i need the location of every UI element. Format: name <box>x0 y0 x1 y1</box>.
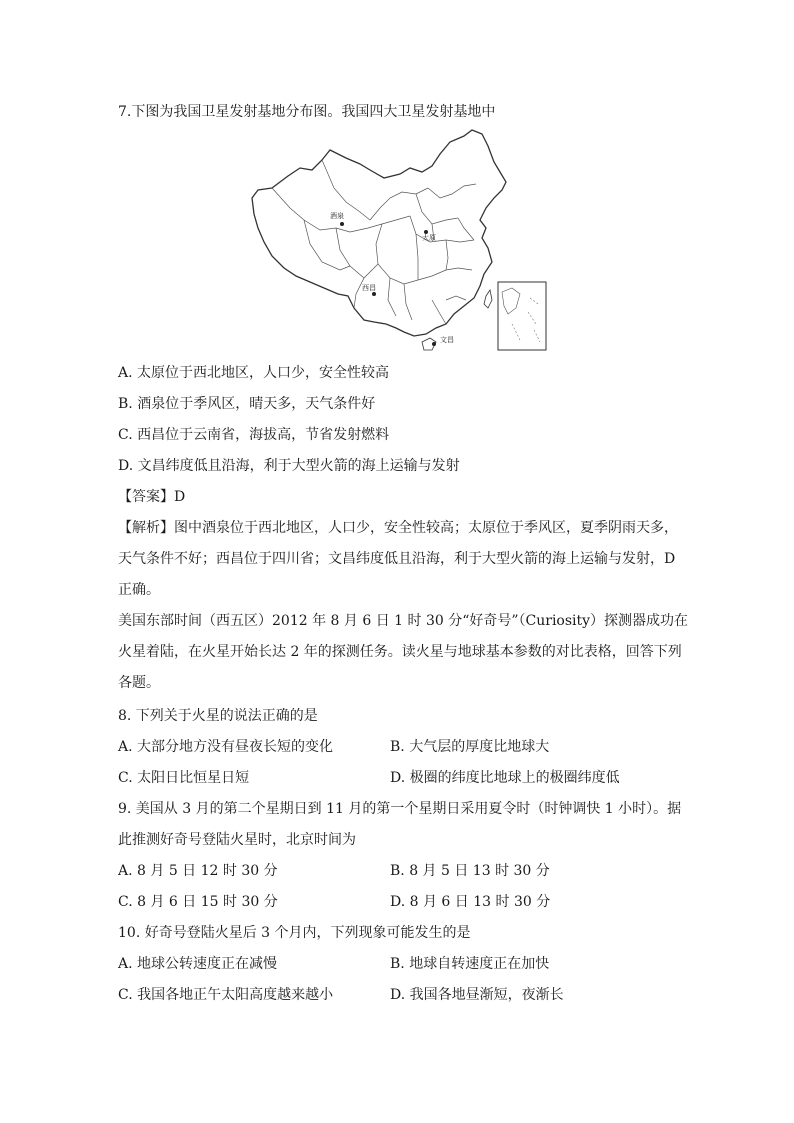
south-china-sea-inset <box>498 282 546 350</box>
q7-option-c: C. 西昌位于云南省，海拔高，节省发射燃料 <box>118 427 390 443</box>
q8-option-a: A. 大部分地方没有昼夜长短的变化 <box>118 739 334 755</box>
q7-stem: 7.下图为我国卫星发射基地分布图。我国四大卫星发射基地中 <box>118 104 496 120</box>
wenchang-marker <box>432 342 436 346</box>
q8-stem: 8. 下列关于火星的说法正确的是 <box>118 708 318 724</box>
passage-line-2: 火星着陆，在火星开始长达 2 年的探测任务。读火星与地球基本参数的对比表格，回答下列 <box>118 644 682 660</box>
q7-analysis-line-1: 【解析】图中酒泉位于西北地区，人口少，安全性较高；太原位于季风区，夏季阴雨天多， <box>118 520 678 536</box>
passage-line-3: 各题。 <box>118 675 160 691</box>
label-taiyuan: 太原 <box>422 234 436 242</box>
q10-option-d: D. 我国各地昼渐短，夜渐长 <box>390 987 564 1003</box>
xichang-marker <box>372 292 376 296</box>
jiuquan-marker <box>340 222 344 226</box>
taiwan-island <box>484 290 492 308</box>
q9-stem-line-2: 此推测好奇号登陆火星时，北京时间为 <box>118 832 356 848</box>
label-wenchang: 文昌 <box>440 336 454 344</box>
q9-option-b: B. 8 月 5 日 13 时 30 分 <box>390 863 550 879</box>
q10-option-a: A. 地球公转速度正在减慢 <box>118 956 278 972</box>
label-xichang: 西昌 <box>362 284 376 292</box>
passage-line-1: 美国东部时间（西五区）2012 年 8 月 6 日 1 时 30 分“好奇号”（Curiosity）探测器成功在 <box>118 613 689 629</box>
q7-answer: 【答案】D <box>118 489 186 505</box>
q8-option-b: B. 大气层的厚度比地球大 <box>390 739 550 755</box>
q10-stem: 10. 好奇号登陆火星后 3 个月内，下列现象可能发生的是 <box>118 925 471 941</box>
china-satellite-base-map <box>250 128 550 356</box>
q10-option-c: C. 我国各地正午太阳高度越来越小 <box>118 987 334 1003</box>
q8-option-d: D. 极圈的纬度比地球上的极圈纬度低 <box>390 770 620 786</box>
q9-option-c: C. 8 月 6 日 15 时 30 分 <box>118 894 278 910</box>
q7-option-a: A. 太原位于西北地区，人口少，安全性较高 <box>118 365 390 381</box>
q7-option-b: B. 酒泉位于季风区，晴天多，天气条件好 <box>118 396 376 412</box>
q9-stem-line-1: 9. 美国从 3 月的第二个星期日到 11 月的第一个星期日采用夏令时（时钟调快 1 小时）。据 <box>118 801 682 817</box>
label-jiuquan: 酒泉 <box>330 212 344 220</box>
q7-analysis-line-2: 天气条件不好；西昌位于四川省；文昌纬度低且沿海，利于大型火箭的海上运输与发射，D <box>118 551 676 567</box>
province-borders <box>272 160 476 324</box>
q7-option-d: D. 文昌纬度低且沿海，利于大型火箭的海上运输与发射 <box>118 458 460 474</box>
q9-option-a: A. 8 月 5 日 12 时 30 分 <box>118 863 278 879</box>
q8-option-c: C. 太阳日比恒星日短 <box>118 770 250 786</box>
q10-option-b: B. 地球自转速度正在加快 <box>390 956 550 972</box>
q9-option-d: D. 8 月 6 日 13 时 30 分 <box>390 894 551 910</box>
q7-analysis-line-3: 正确。 <box>118 582 160 598</box>
